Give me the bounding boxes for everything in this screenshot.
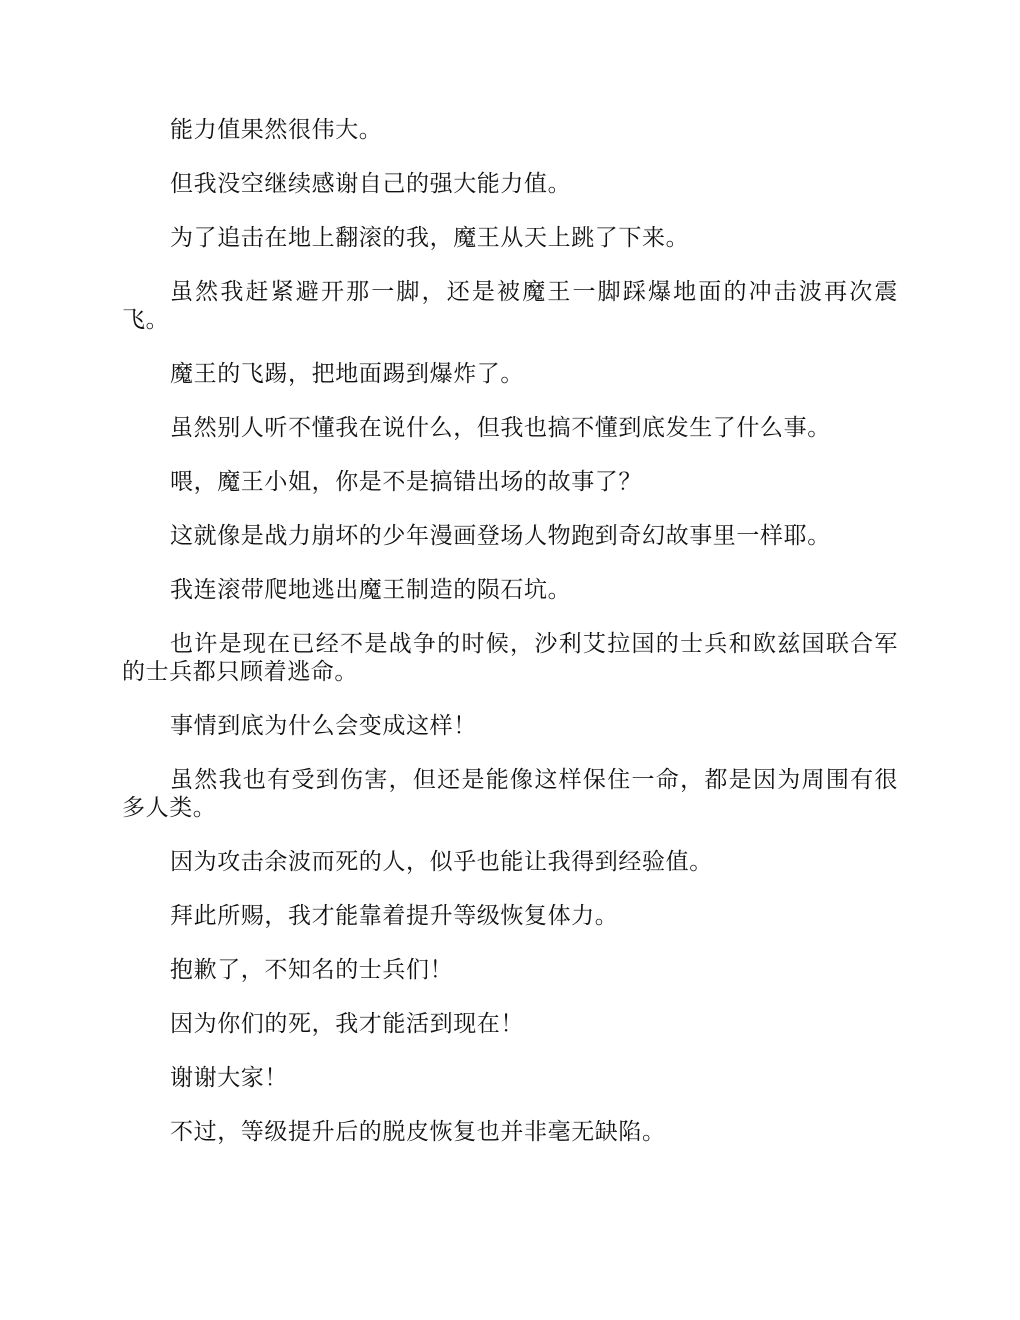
paragraph: 这就像是战力崩坏的少年漫画登场人物跑到奇幻故事里一样耶。 xyxy=(170,523,831,549)
paragraph: 虽然我赶紧避开那一脚，还是被魔王一脚踩爆地面的冲击波再次震飞。 xyxy=(122,279,898,333)
paragraph: 拜此所赐，我才能靠着提升等级恢复体力。 xyxy=(170,903,619,929)
paragraph: 但我没空继续感谢自己的强大能力值。 xyxy=(170,171,572,197)
paragraph: 谢谢大家！ xyxy=(170,1065,288,1091)
paragraph: 喂，魔王小姐，你是不是搞错出场的故事了？ xyxy=(170,469,642,495)
paragraph: 事情到底为什么会变成这样！ xyxy=(170,713,477,739)
paragraph: 因为你们的死，我才能活到现在！ xyxy=(170,1011,524,1037)
paragraph: 虽然别人听不懂我在说什么，但我也搞不懂到底发生了什么事。 xyxy=(170,415,831,441)
paragraph: 抱歉了，不知名的士兵们！ xyxy=(170,957,454,983)
document-page xyxy=(122,116,898,1172)
paragraph: 我连滚带爬地逃出魔王制造的陨石坑。 xyxy=(170,577,572,603)
paragraph: 因为攻击余波而死的人，似乎也能让我得到经验值。 xyxy=(170,849,713,875)
paragraph: 魔王的飞踢，把地面踢到爆炸了。 xyxy=(170,361,524,387)
paragraph: 能力值果然很伟大。 xyxy=(170,117,383,143)
paragraph: 为了追击在地上翻滚的我，魔王从天上跳了下来。 xyxy=(170,225,690,251)
paragraph: 不过，等级提升后的脱皮恢复也并非毫无缺陷。 xyxy=(170,1119,666,1145)
paragraph: 也许是现在已经不是战争的时候，沙利艾拉国的士兵和欧兹国联合军的士兵都只顾着逃命。 xyxy=(122,631,898,685)
paragraph: 虽然我也有受到伤害，但还是能像这样保住一命，都是因为周围有很多人类。 xyxy=(122,767,898,821)
